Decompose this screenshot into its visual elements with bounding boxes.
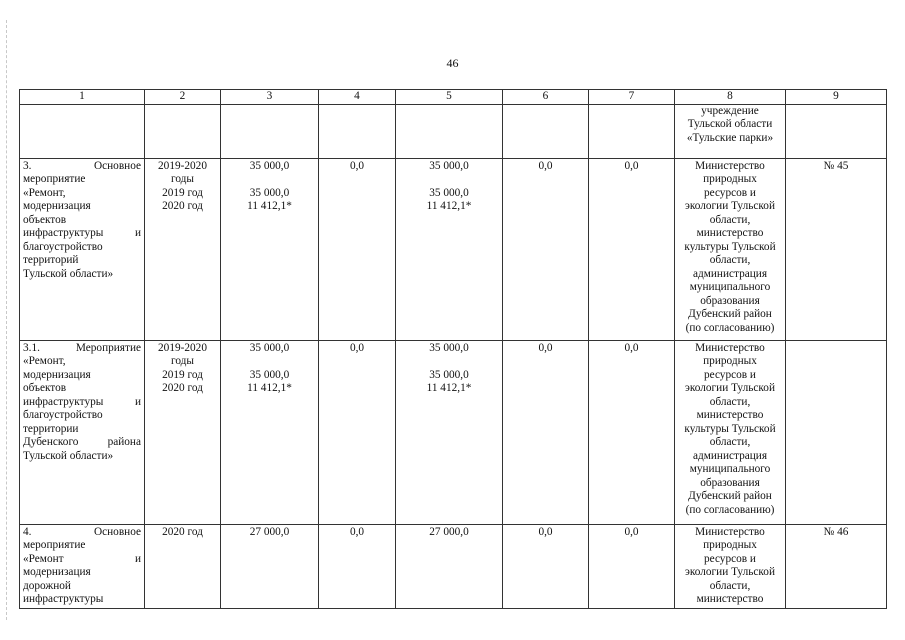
amount-cell: 0,0 <box>589 524 675 608</box>
column-number: 3 <box>221 90 319 105</box>
amount-cell: 35 000,0 35 000,0 11 412,1* <box>396 158 503 340</box>
scan-edge-mark <box>6 20 7 620</box>
indicator-cell: № 46 <box>786 524 887 608</box>
period-cell: 2019-2020 годы 2019 год 2020 год <box>145 158 221 340</box>
column-number: 9 <box>786 90 887 105</box>
activity-name-cell: 3. Основное мероприятие «Ремонт, модернизация объектов инфраструктуры и благоустройство территорий Тульской области» <box>20 158 145 340</box>
responsible-cell: Министерство природных ресурсов и экологии Тульской области, министерство культуры Тульской области, администрация муниципального образования Дубенский район (по согласованию) <box>675 158 786 340</box>
amount-cell: 35 000,0 35 000,0 11 412,1* <box>396 340 503 524</box>
column-number-row <box>20 90 887 105</box>
column-number: 1 <box>20 90 145 105</box>
amount-cell: 0,0 <box>589 158 675 340</box>
responsible-cell: Министерство природных ресурсов и экологии Тульской области, министерство культуры Тульской области, администрация муниципального образования Дубенский район (по согласованию) <box>675 340 786 524</box>
activity-name-cell: 3.1. Мероприятие «Ремонт, модернизация объектов инфраструктуры и благоустройство территории Дубенского района Тульской области» <box>20 340 145 524</box>
responsible-cell: Министерство природных ресурсов и экологии Тульской области, министерство <box>675 524 786 608</box>
column-number: 8 <box>675 90 786 105</box>
activity-name-cell: 4. Основное мероприятие «Ремонт и модернизация дорожной инфраструктуры <box>20 524 145 608</box>
total-amount-cell: 35 000,0 35 000,0 11 412,1* <box>221 340 319 524</box>
page-number: 46 <box>446 56 459 70</box>
amount-cell: 27 000,0 <box>396 524 503 608</box>
indicator-cell <box>786 340 887 524</box>
column-number: 6 <box>503 90 589 105</box>
column-number: 4 <box>319 90 396 105</box>
total-amount-cell: 27 000,0 <box>221 524 319 608</box>
table-row <box>20 524 887 608</box>
table-row-continuation <box>20 104 887 158</box>
amount-cell: 0,0 <box>503 524 589 608</box>
amount-cell: 0,0 <box>319 524 396 608</box>
period-cell: 2020 год <box>145 524 221 608</box>
table-row <box>20 158 887 340</box>
responsible-cell: учреждение Тульской области «Тульские парки» <box>675 104 786 158</box>
total-amount-cell: 35 000,0 35 000,0 11 412,1* <box>221 158 319 340</box>
table-row <box>20 340 887 524</box>
indicator-cell: № 45 <box>786 158 887 340</box>
column-number: 7 <box>589 90 675 105</box>
amount-cell: 0,0 <box>503 158 589 340</box>
program-table <box>19 89 887 609</box>
amount-cell: 0,0 <box>589 340 675 524</box>
amount-cell: 0,0 <box>503 340 589 524</box>
column-number: 2 <box>145 90 221 105</box>
period-cell: 2019-2020 годы 2019 год 2020 год <box>145 340 221 524</box>
amount-cell: 0,0 <box>319 158 396 340</box>
amount-cell: 0,0 <box>319 340 396 524</box>
column-number: 5 <box>396 90 503 105</box>
